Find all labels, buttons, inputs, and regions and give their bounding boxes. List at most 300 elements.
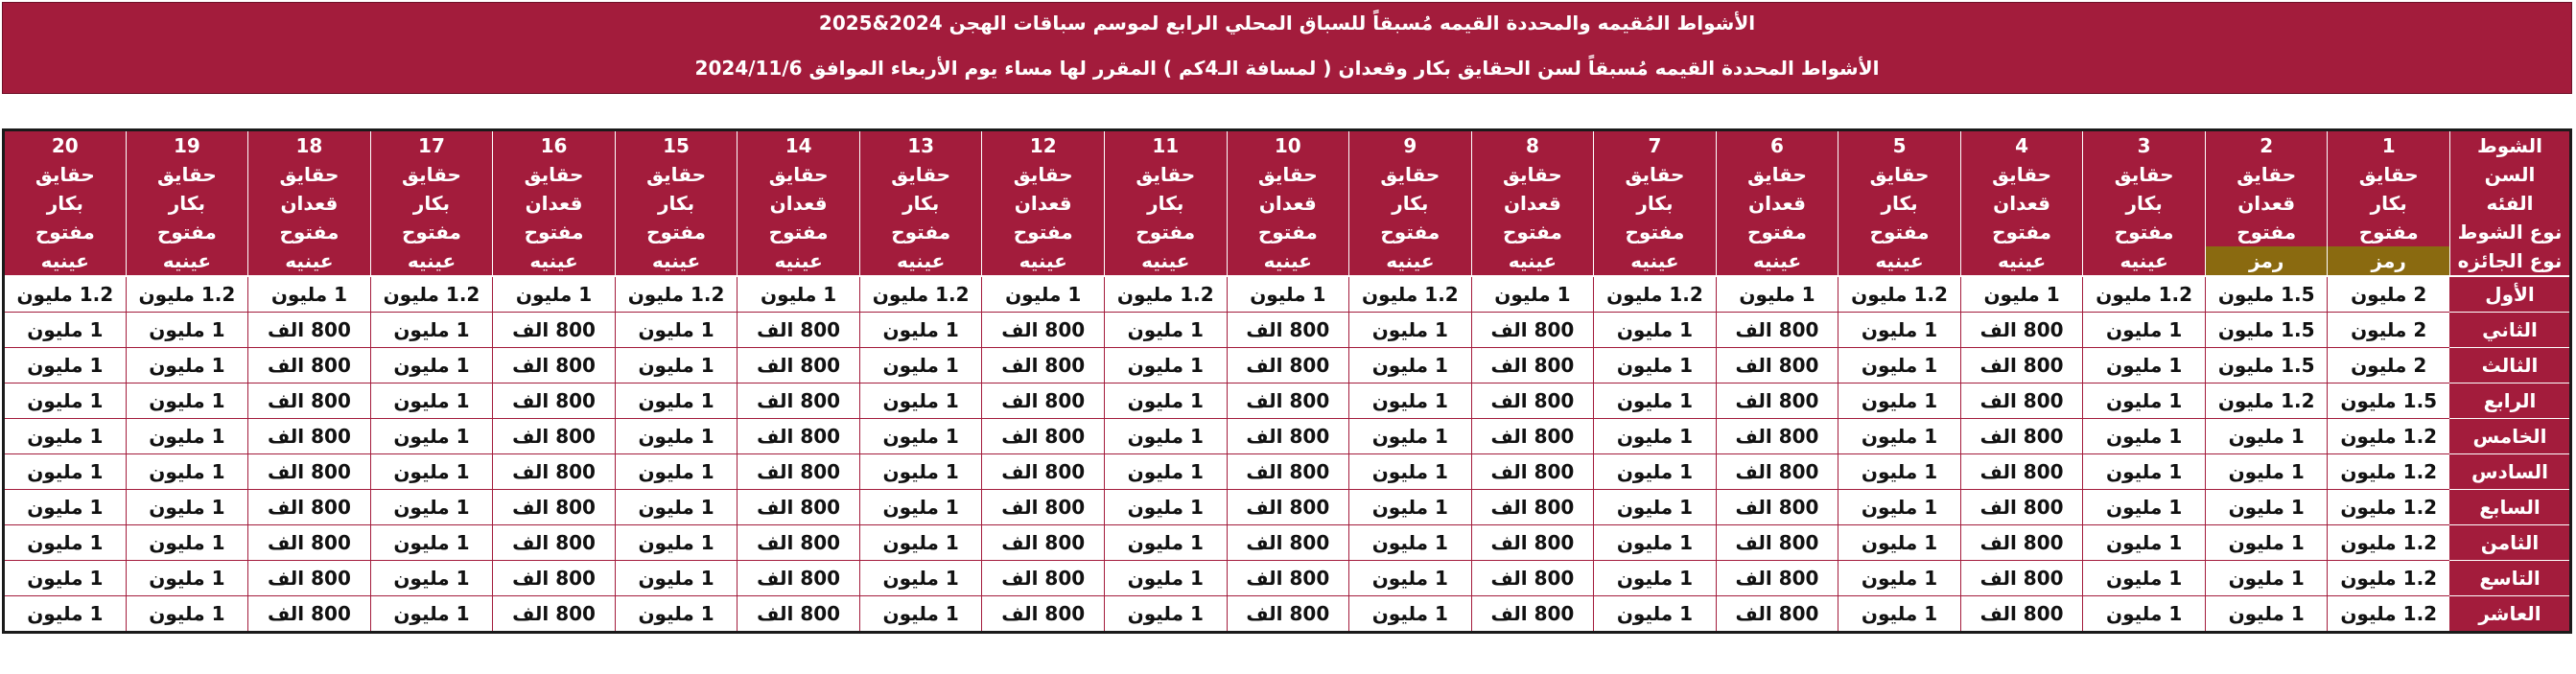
prize-value-cell: 1 مليون bbox=[1838, 525, 1961, 561]
run-age-cell: حقايق bbox=[2083, 160, 2206, 189]
run-prize-cell: عينيه bbox=[738, 246, 860, 276]
run-age-cell: حقايق bbox=[982, 160, 1105, 189]
prize-value-cell: 1.2 مليون bbox=[859, 276, 982, 313]
run-num-cell: 18 bbox=[248, 130, 371, 161]
prize-value-cell: 800 الف bbox=[1960, 561, 2083, 596]
run-cat-cell: قعدان bbox=[248, 189, 371, 218]
prize-value-cell: 800 الف bbox=[1716, 596, 1838, 633]
prize-value-cell: 1 مليون bbox=[1104, 525, 1227, 561]
prize-value-cell: 1.5 مليون bbox=[2328, 383, 2450, 419]
header-label: نوع الجائزه bbox=[2450, 246, 2571, 276]
run-type-cell: مفتوح bbox=[1349, 218, 1472, 246]
prize-value-cell: 800 الف bbox=[982, 490, 1105, 525]
prize-value-cell: 800 الف bbox=[1471, 596, 1594, 633]
prize-value-cell: 800 الف bbox=[982, 313, 1105, 348]
run-prize-cell: عينيه bbox=[370, 246, 493, 276]
prize-table bbox=[2, 128, 2572, 634]
run-type-cell: مفتوح bbox=[2205, 218, 2328, 246]
prize-value-cell: 800 الف bbox=[248, 348, 371, 383]
prize-value-cell: 800 الف bbox=[493, 490, 616, 525]
prize-value-cell: 800 الف bbox=[1227, 313, 1349, 348]
prize-value-cell: 1 مليون bbox=[1104, 313, 1227, 348]
run-cat-cell: قعدان bbox=[1471, 189, 1594, 218]
prize-value-cell: 800 الف bbox=[738, 419, 860, 454]
header-label: السن bbox=[2450, 160, 2571, 189]
prize-value-cell: 1 مليون bbox=[615, 561, 738, 596]
prize-value-cell: 1 مليون bbox=[1349, 525, 1472, 561]
run-prize-cell: عينيه bbox=[1104, 246, 1227, 276]
prize-value-cell: 1 مليون bbox=[126, 419, 248, 454]
run-num-cell: 6 bbox=[1716, 130, 1838, 161]
prize-value-cell: 1 مليون bbox=[2083, 561, 2206, 596]
table-row bbox=[4, 561, 2571, 596]
prize-value-cell: 1 مليون bbox=[859, 419, 982, 454]
prize-value-cell: 1 مليون bbox=[2205, 490, 2328, 525]
table-row bbox=[4, 348, 2571, 383]
prize-value-cell: 800 الف bbox=[1716, 490, 1838, 525]
run-type-cell: مفتوح bbox=[4, 218, 127, 246]
run-prize-cell: عينيه bbox=[4, 246, 127, 276]
run-num-cell: 19 bbox=[126, 130, 248, 161]
run-type-cell: مفتوح bbox=[493, 218, 616, 246]
run-cat-cell: قعدان bbox=[1716, 189, 1838, 218]
title-line-2: الأشواط المحددة القيمه مُسبقاً لسن الحقايق بكار وقعدان ( لمسافة الـ4كم ) المقرر لها مساء يوم الأربعاء الموافق 2024/11/6 bbox=[694, 57, 1880, 80]
prize-value-cell: 800 الف bbox=[1227, 348, 1349, 383]
prize-value-cell: 1 مليون bbox=[615, 525, 738, 561]
prize-value-cell: 800 الف bbox=[982, 525, 1105, 561]
prize-value-cell: 800 الف bbox=[982, 419, 1105, 454]
prize-value-cell: 1.2 مليون bbox=[1838, 276, 1961, 313]
prize-value-cell: 800 الف bbox=[1716, 525, 1838, 561]
prize-value-cell: 1.2 مليون bbox=[615, 276, 738, 313]
header-label: نوع الشوط bbox=[2450, 218, 2571, 246]
run-cat-cell: بكار bbox=[1594, 189, 1717, 218]
prize-value-cell: 1 مليون bbox=[615, 490, 738, 525]
run-cat-cell: بكار bbox=[4, 189, 127, 218]
prize-value-cell: 1 مليون bbox=[1104, 454, 1227, 490]
prize-value-cell: 1 مليون bbox=[126, 561, 248, 596]
run-cat-cell: قعدان bbox=[982, 189, 1105, 218]
prize-value-cell: 1 مليون bbox=[4, 490, 127, 525]
table-row bbox=[4, 490, 2571, 525]
prize-value-cell: 1 مليون bbox=[370, 561, 493, 596]
prize-value-cell: 800 الف bbox=[738, 348, 860, 383]
prize-value-cell: 800 الف bbox=[493, 525, 616, 561]
prize-value-cell: 800 الف bbox=[738, 596, 860, 633]
prize-value-cell: 800 الف bbox=[1471, 454, 1594, 490]
table-row bbox=[4, 596, 2571, 633]
prize-value-cell: 1 مليون bbox=[370, 525, 493, 561]
prize-value-cell: 1 مليون bbox=[1594, 419, 1717, 454]
prize-value-cell: 1 مليون bbox=[1349, 561, 1472, 596]
prize-value-cell: 1 مليون bbox=[859, 383, 982, 419]
prize-value-cell: 800 الف bbox=[1960, 596, 2083, 633]
prize-value-cell: 1 مليون bbox=[615, 383, 738, 419]
run-num-cell: 7 bbox=[1594, 130, 1717, 161]
header-label: الشوط bbox=[2450, 130, 2571, 161]
prize-value-cell: 800 الف bbox=[1227, 490, 1349, 525]
run-age-cell: حقايق bbox=[493, 160, 616, 189]
prize-value-cell: 1 مليون bbox=[4, 596, 127, 633]
prize-value-cell: 800 الف bbox=[493, 561, 616, 596]
prize-value-cell: 1 مليون bbox=[1838, 348, 1961, 383]
prize-value-cell: 800 الف bbox=[248, 419, 371, 454]
place-label: الأول bbox=[2450, 276, 2571, 313]
prize-value-cell: 1 مليون bbox=[126, 313, 248, 348]
prize-value-cell: 1 مليون bbox=[615, 454, 738, 490]
prize-value-cell: 800 الف bbox=[738, 490, 860, 525]
run-type-cell: مفتوح bbox=[982, 218, 1105, 246]
run-type-cell: مفتوح bbox=[1594, 218, 1717, 246]
prize-value-cell: 800 الف bbox=[248, 525, 371, 561]
run-prize-cell: عينيه bbox=[1838, 246, 1961, 276]
prize-value-cell: 800 الف bbox=[1471, 313, 1594, 348]
place-label: الثالث bbox=[2450, 348, 2571, 383]
run-age-cell: حقايق bbox=[248, 160, 371, 189]
run-prize-cell: رمز bbox=[2205, 246, 2328, 276]
prize-value-cell: 800 الف bbox=[738, 561, 860, 596]
prize-value-cell: 2 مليون bbox=[2328, 276, 2450, 313]
prize-value-cell: 1 مليون bbox=[1594, 561, 1717, 596]
prize-value-cell: 1 مليون bbox=[1104, 419, 1227, 454]
prize-value-cell: 800 الف bbox=[1471, 561, 1594, 596]
prize-value-cell: 1 مليون bbox=[2205, 561, 2328, 596]
run-cat-cell: قعدان bbox=[1960, 189, 2083, 218]
prize-value-cell: 1 مليون bbox=[493, 276, 616, 313]
run-type-cell: مفتوح bbox=[370, 218, 493, 246]
prize-value-cell: 1 مليون bbox=[1349, 383, 1472, 419]
run-cat-cell: بكار bbox=[615, 189, 738, 218]
prize-value-cell: 800 الف bbox=[1716, 419, 1838, 454]
prize-value-cell: 800 الف bbox=[738, 525, 860, 561]
prize-value-cell: 1 مليون bbox=[859, 454, 982, 490]
prize-value-cell: 800 الف bbox=[493, 348, 616, 383]
prize-value-cell: 1 مليون bbox=[1594, 313, 1717, 348]
run-prize-cell: عينيه bbox=[982, 246, 1105, 276]
place-label: الثامن bbox=[2450, 525, 2571, 561]
prize-value-cell: 1.2 مليون bbox=[2205, 383, 2328, 419]
prize-value-cell: 1.2 مليون bbox=[4, 276, 127, 313]
run-type-cell: مفتوح bbox=[2083, 218, 2206, 246]
header-label: الفئه bbox=[2450, 189, 2571, 218]
prize-value-cell: 1 مليون bbox=[615, 348, 738, 383]
prize-value-cell: 1 مليون bbox=[1838, 490, 1961, 525]
prize-value-cell: 800 الف bbox=[982, 348, 1105, 383]
prize-value-cell: 1 مليون bbox=[1594, 525, 1717, 561]
prize-value-cell: 1 مليون bbox=[4, 383, 127, 419]
prize-value-cell: 800 الف bbox=[1716, 383, 1838, 419]
prize-value-cell: 800 الف bbox=[1960, 383, 2083, 419]
prize-value-cell: 1.2 مليون bbox=[2328, 561, 2450, 596]
run-cat-cell: قعدان bbox=[1227, 189, 1349, 218]
prize-value-cell: 800 الف bbox=[1227, 419, 1349, 454]
prize-value-cell: 1 مليون bbox=[370, 490, 493, 525]
prize-value-cell: 1 مليون bbox=[1594, 383, 1717, 419]
prize-value-cell: 800 الف bbox=[982, 596, 1105, 633]
run-age-cell: حقايق bbox=[1716, 160, 1838, 189]
run-type-cell: مفتوح bbox=[1227, 218, 1349, 246]
title-line-1: الأشواط المُقيمه والمحددة القيمه مُسبقاً للسباق المحلي الرابع لموسم سباقات الهجن 2024&2025 bbox=[818, 12, 1756, 35]
run-num-cell: 14 bbox=[738, 130, 860, 161]
prize-value-cell: 1 مليون bbox=[1594, 348, 1717, 383]
prize-value-cell: 1.2 مليون bbox=[2328, 454, 2450, 490]
prize-value-cell: 800 الف bbox=[1471, 383, 1594, 419]
run-num-cell: 13 bbox=[859, 130, 982, 161]
run-age-cell: حقايق bbox=[126, 160, 248, 189]
prize-value-cell: 1 مليون bbox=[859, 525, 982, 561]
prize-value-cell: 1.2 مليون bbox=[2083, 276, 2206, 313]
prize-value-cell: 1.2 مليون bbox=[2328, 596, 2450, 633]
run-type-cell: مفتوح bbox=[859, 218, 982, 246]
prize-value-cell: 1 مليون bbox=[2083, 525, 2206, 561]
run-type-cell: مفتوح bbox=[1838, 218, 1961, 246]
run-type-cell: مفتوح bbox=[738, 218, 860, 246]
run-cat-cell: بكار bbox=[2083, 189, 2206, 218]
prize-value-cell: 800 الف bbox=[1960, 348, 2083, 383]
prize-value-cell: 1 مليون bbox=[370, 419, 493, 454]
prize-value-cell: 800 الف bbox=[248, 596, 371, 633]
run-type-cell: مفتوح bbox=[1104, 218, 1227, 246]
prize-value-cell: 1 مليون bbox=[1349, 313, 1472, 348]
run-prize-cell: عينيه bbox=[1349, 246, 1472, 276]
prize-value-cell: 800 الف bbox=[1227, 561, 1349, 596]
prize-value-cell: 800 الف bbox=[493, 454, 616, 490]
prize-value-cell: 1 مليون bbox=[2205, 596, 2328, 633]
prize-value-cell: 1 مليون bbox=[2205, 419, 2328, 454]
prize-value-cell: 1 مليون bbox=[1104, 596, 1227, 633]
prize-value-cell: 1 مليون bbox=[615, 313, 738, 348]
run-cat-cell: بكار bbox=[2328, 189, 2450, 218]
prize-value-cell: 1 مليون bbox=[2083, 596, 2206, 633]
run-type-cell: مفتوح bbox=[248, 218, 371, 246]
prize-value-cell: 1.2 مليون bbox=[1594, 276, 1717, 313]
run-age-cell: حقايق bbox=[2205, 160, 2328, 189]
prize-value-cell: 1 مليون bbox=[4, 525, 127, 561]
prize-value-cell: 1.5 مليون bbox=[2205, 313, 2328, 348]
prize-value-cell: 800 الف bbox=[1960, 313, 2083, 348]
run-prize-cell: عينيه bbox=[2083, 246, 2206, 276]
place-label: الخامس bbox=[2450, 419, 2571, 454]
prize-value-cell: 800 الف bbox=[1960, 525, 2083, 561]
table-row bbox=[4, 276, 2571, 313]
prize-value-cell: 1 مليون bbox=[1594, 596, 1717, 633]
run-type-row bbox=[4, 218, 2571, 246]
run-type-cell: مفتوح bbox=[1716, 218, 1838, 246]
run-age-cell: حقايق bbox=[738, 160, 860, 189]
prize-value-cell: 1 مليون bbox=[1838, 561, 1961, 596]
run-prize-cell: عينيه bbox=[1960, 246, 2083, 276]
prize-value-cell: 1 مليون bbox=[4, 561, 127, 596]
prize-value-cell: 1.2 مليون bbox=[2328, 525, 2450, 561]
prize-value-cell: 800 الف bbox=[738, 313, 860, 348]
run-age-cell: حقايق bbox=[859, 160, 982, 189]
prize-value-cell: 800 الف bbox=[1716, 454, 1838, 490]
run-age-cell: حقايق bbox=[1349, 160, 1472, 189]
run-num-cell: 8 bbox=[1471, 130, 1594, 161]
prize-value-cell: 800 الف bbox=[738, 383, 860, 419]
prize-value-cell: 800 الف bbox=[1960, 419, 2083, 454]
age-row bbox=[4, 160, 2571, 189]
prize-value-cell: 1 مليون bbox=[1960, 276, 2083, 313]
prize-value-cell: 1 مليون bbox=[2083, 313, 2206, 348]
title-banner bbox=[2, 2, 2572, 94]
prize-value-cell: 1 مليون bbox=[370, 596, 493, 633]
run-prize-cell: عينيه bbox=[1227, 246, 1349, 276]
run-age-cell: حقايق bbox=[1104, 160, 1227, 189]
place-label: الثاني bbox=[2450, 313, 2571, 348]
prize-value-cell: 800 الف bbox=[982, 561, 1105, 596]
prize-value-cell: 1 مليون bbox=[859, 490, 982, 525]
prize-value-cell: 1 مليون bbox=[1104, 348, 1227, 383]
prize-value-cell: 1 مليون bbox=[859, 313, 982, 348]
prize-value-cell: 1 مليون bbox=[738, 276, 860, 313]
prize-value-cell: 1 مليون bbox=[1594, 490, 1717, 525]
prize-value-cell: 800 الف bbox=[1716, 561, 1838, 596]
prize-value-cell: 1 مليون bbox=[2205, 525, 2328, 561]
run-age-cell: حقايق bbox=[615, 160, 738, 189]
place-label: العاشر bbox=[2450, 596, 2571, 633]
prize-value-cell: 1 مليون bbox=[615, 596, 738, 633]
run-num-cell: 9 bbox=[1349, 130, 1472, 161]
run-cat-cell: قعدان bbox=[738, 189, 860, 218]
run-cat-cell: قعدان bbox=[2205, 189, 2328, 218]
prize-value-cell: 1.5 مليون bbox=[2205, 276, 2328, 313]
prize-value-cell: 1 مليون bbox=[982, 276, 1105, 313]
run-age-cell: حقايق bbox=[1471, 160, 1594, 189]
run-num-cell: 20 bbox=[4, 130, 127, 161]
run-cat-cell: بكار bbox=[1349, 189, 1472, 218]
prize-value-cell: 1 مليون bbox=[1838, 596, 1961, 633]
table-row bbox=[4, 419, 2571, 454]
prize-value-cell: 800 الف bbox=[982, 454, 1105, 490]
prize-value-cell: 1.2 مليون bbox=[1104, 276, 1227, 313]
table-row bbox=[4, 313, 2571, 348]
run-prize-cell: عينيه bbox=[1594, 246, 1717, 276]
prize-value-cell: 800 الف bbox=[493, 419, 616, 454]
table-row bbox=[4, 525, 2571, 561]
place-label: السادس bbox=[2450, 454, 2571, 490]
prize-value-cell: 1.5 مليون bbox=[2205, 348, 2328, 383]
prize-value-cell: 800 الف bbox=[1227, 596, 1349, 633]
prize-value-cell: 1 مليون bbox=[1471, 276, 1594, 313]
prize-value-cell: 1 مليون bbox=[1349, 490, 1472, 525]
run-type-cell: مفتوح bbox=[2328, 218, 2450, 246]
prize-type-row bbox=[4, 246, 2571, 276]
run-age-cell: حقايق bbox=[4, 160, 127, 189]
run-prize-cell: عينيه bbox=[859, 246, 982, 276]
category-row bbox=[4, 189, 2571, 218]
prize-value-cell: 1 مليون bbox=[248, 276, 371, 313]
prize-value-cell: 800 الف bbox=[1716, 348, 1838, 383]
prize-value-cell: 1 مليون bbox=[859, 348, 982, 383]
run-age-cell: حقايق bbox=[1838, 160, 1961, 189]
run-prize-cell: عينيه bbox=[126, 246, 248, 276]
prize-value-cell: 800 الف bbox=[1471, 419, 1594, 454]
run-num-cell: 11 bbox=[1104, 130, 1227, 161]
table-row bbox=[4, 454, 2571, 490]
prize-value-cell: 1 مليون bbox=[1838, 383, 1961, 419]
prize-value-cell: 800 الف bbox=[248, 383, 371, 419]
prize-value-cell: 1 مليون bbox=[1104, 561, 1227, 596]
prize-value-cell: 1 مليون bbox=[126, 525, 248, 561]
prize-value-cell: 1 مليون bbox=[4, 348, 127, 383]
prize-value-cell: 1 مليون bbox=[370, 313, 493, 348]
run-cat-cell: بكار bbox=[126, 189, 248, 218]
prize-value-cell: 1 مليون bbox=[1594, 454, 1717, 490]
prize-value-cell: 800 الف bbox=[1471, 490, 1594, 525]
prize-value-cell: 2 مليون bbox=[2328, 313, 2450, 348]
run-type-cell: مفتوح bbox=[615, 218, 738, 246]
prize-value-cell: 1 مليون bbox=[370, 383, 493, 419]
prize-value-cell: 1.2 مليون bbox=[126, 276, 248, 313]
prize-value-cell: 1 مليون bbox=[2083, 454, 2206, 490]
prize-value-cell: 1 مليون bbox=[1104, 490, 1227, 525]
prize-value-cell: 800 الف bbox=[1471, 348, 1594, 383]
prize-value-cell: 1 مليون bbox=[4, 419, 127, 454]
prize-value-cell: 800 الف bbox=[1227, 454, 1349, 490]
prize-value-cell: 1 مليون bbox=[1838, 419, 1961, 454]
run-prize-cell: عينيه bbox=[615, 246, 738, 276]
prize-value-cell: 800 الف bbox=[493, 313, 616, 348]
run-prize-cell: عينيه bbox=[1471, 246, 1594, 276]
prize-value-cell: 1 مليون bbox=[1349, 419, 1472, 454]
table-row bbox=[4, 383, 2571, 419]
prize-value-cell: 1.2 مليون bbox=[2328, 490, 2450, 525]
run-age-cell: حقايق bbox=[1227, 160, 1349, 189]
run-age-cell: حقايق bbox=[370, 160, 493, 189]
run-prize-cell: عينيه bbox=[1716, 246, 1838, 276]
prize-value-cell: 1 مليون bbox=[4, 313, 127, 348]
run-num-cell: 15 bbox=[615, 130, 738, 161]
run-age-cell: حقايق bbox=[1594, 160, 1717, 189]
run-age-cell: حقايق bbox=[1960, 160, 2083, 189]
run-number-row bbox=[4, 130, 2571, 161]
place-label: الرابع bbox=[2450, 383, 2571, 419]
place-label: السابع bbox=[2450, 490, 2571, 525]
prize-value-cell: 1.2 مليون bbox=[1349, 276, 1472, 313]
prize-value-cell: 800 الف bbox=[738, 454, 860, 490]
prize-value-cell: 800 الف bbox=[1227, 525, 1349, 561]
run-num-cell: 16 bbox=[493, 130, 616, 161]
prize-value-cell: 1 مليون bbox=[126, 596, 248, 633]
prize-value-cell: 1 مليون bbox=[1716, 276, 1838, 313]
run-num-cell: 10 bbox=[1227, 130, 1349, 161]
prize-value-cell: 1 مليون bbox=[1838, 454, 1961, 490]
prize-value-cell: 1 مليون bbox=[370, 454, 493, 490]
run-cat-cell: بكار bbox=[370, 189, 493, 218]
prize-value-cell: 1 مليون bbox=[1227, 276, 1349, 313]
prize-value-cell: 1 مليون bbox=[126, 490, 248, 525]
prize-value-cell: 1 مليون bbox=[1349, 348, 1472, 383]
prize-value-cell: 1 مليون bbox=[615, 419, 738, 454]
prize-value-cell: 1 مليون bbox=[1104, 383, 1227, 419]
prize-value-cell: 800 الف bbox=[1960, 490, 2083, 525]
run-num-cell: 2 bbox=[2205, 130, 2328, 161]
prize-value-cell: 800 الف bbox=[493, 383, 616, 419]
prize-value-cell: 800 الف bbox=[1716, 313, 1838, 348]
prize-value-cell: 1 مليون bbox=[859, 561, 982, 596]
place-label: التاسع bbox=[2450, 561, 2571, 596]
run-cat-cell: بكار bbox=[1104, 189, 1227, 218]
run-type-cell: مفتوح bbox=[126, 218, 248, 246]
run-num-cell: 17 bbox=[370, 130, 493, 161]
run-type-cell: مفتوح bbox=[1960, 218, 2083, 246]
run-cat-cell: بكار bbox=[1838, 189, 1961, 218]
run-prize-cell: رمز bbox=[2328, 246, 2450, 276]
prize-value-cell: 800 الف bbox=[248, 454, 371, 490]
prize-value-cell: 1 مليون bbox=[1349, 454, 1472, 490]
prize-value-cell: 800 الف bbox=[1960, 454, 2083, 490]
